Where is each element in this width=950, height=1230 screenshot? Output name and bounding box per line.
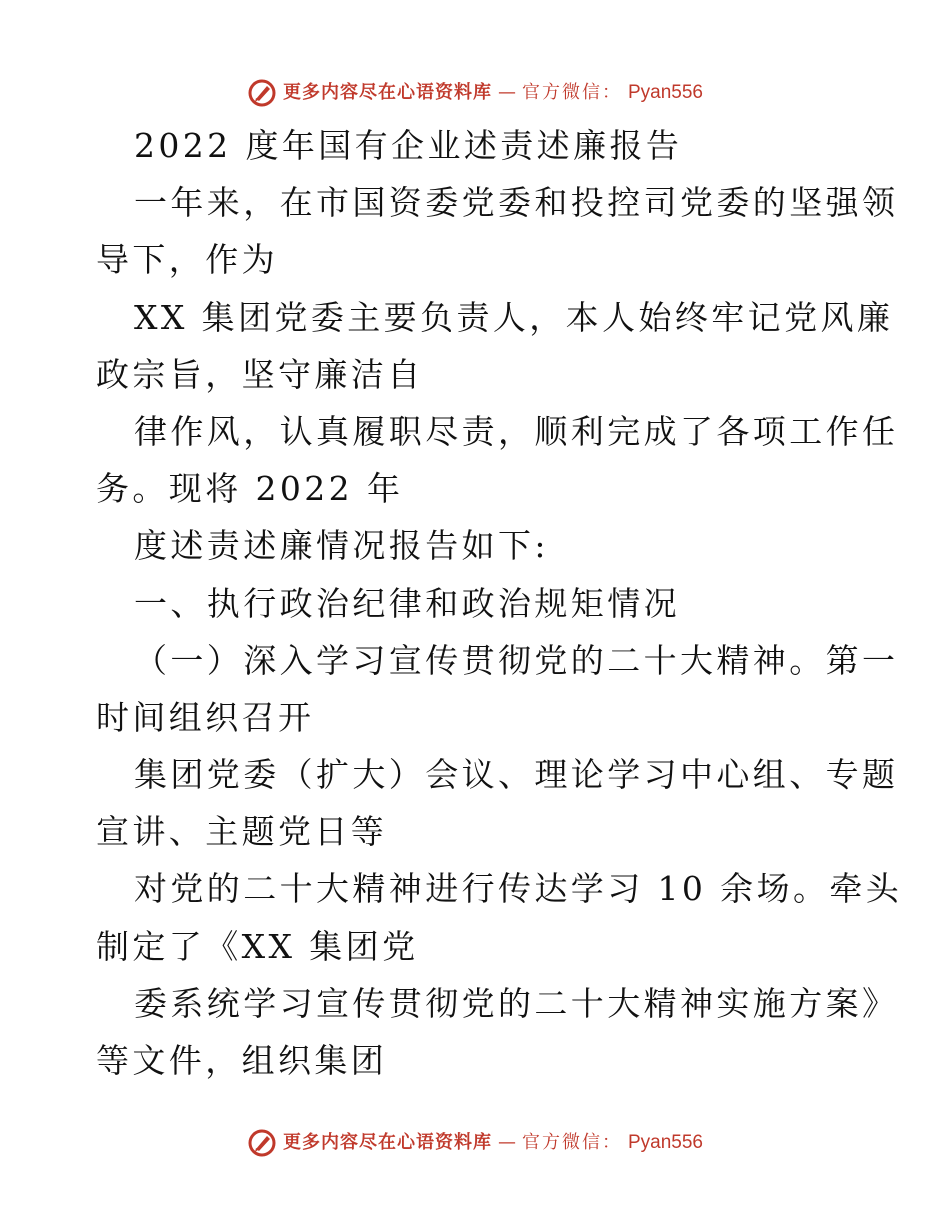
text-line: 等文件，组织集团 (96, 1041, 388, 1080)
text-line: 对党的二十大精神进行传达学习 10 余场。牵头 (134, 869, 903, 909)
text-line: 律作风，认真履职尽责，顺利完成了各项工作任 (134, 411, 899, 451)
watermark-site-text: 更多内容尽在心语资料库 (282, 82, 492, 103)
watermark-wechat-id: Pyan556 (627, 1132, 703, 1153)
watermark-wechat-label: 官方微信： (521, 82, 622, 103)
watermark-separator: — (497, 82, 516, 103)
document-title: 2022 度年国有企业述责述廉报告 (134, 126, 683, 165)
text-line: 一年来，在市国资委党委和投控司党委的坚强领 (134, 183, 899, 223)
text-line: 一、执行政治纪律和政治规矩情况 (134, 583, 680, 623)
text-line: 导下，作为 (96, 240, 278, 280)
logo-icon (247, 1128, 277, 1158)
text-line: 度述责述廉情况报告如下: (134, 526, 549, 566)
watermark-site-text: 更多内容尽在心语资料库 (282, 1132, 492, 1153)
text-line: 制定了《XX 集团党 (96, 926, 419, 966)
footer-watermark (0, 1128, 950, 1158)
logo-icon (247, 78, 277, 108)
text-line: 时间组织召开 (96, 697, 315, 737)
watermark-separator: — (497, 1132, 516, 1153)
text-line: （一）深入学习宣传贯彻党的二十大精神。第一 (134, 640, 899, 680)
text-line: XX 集团党委主要负责人，本人始终牢记党风廉 (134, 297, 894, 337)
text-line: 宣讲、主题党日等 (96, 812, 388, 852)
watermark-wechat-id: Pyan556 (627, 82, 703, 103)
text-line: 集团党委（扩大）会议、理论学习中心组、专题 (134, 755, 899, 795)
watermark-wechat-label: 官方微信： (521, 1132, 622, 1153)
document-body (96, 117, 903, 1089)
text-line: 政宗旨，坚守廉洁自 (96, 354, 424, 394)
text-line: 委系统学习宣传贯彻党的二十大精神实施方案》 (134, 983, 899, 1023)
header-watermark (0, 78, 950, 108)
text-line: 务。现将 2022 年 (96, 469, 404, 509)
